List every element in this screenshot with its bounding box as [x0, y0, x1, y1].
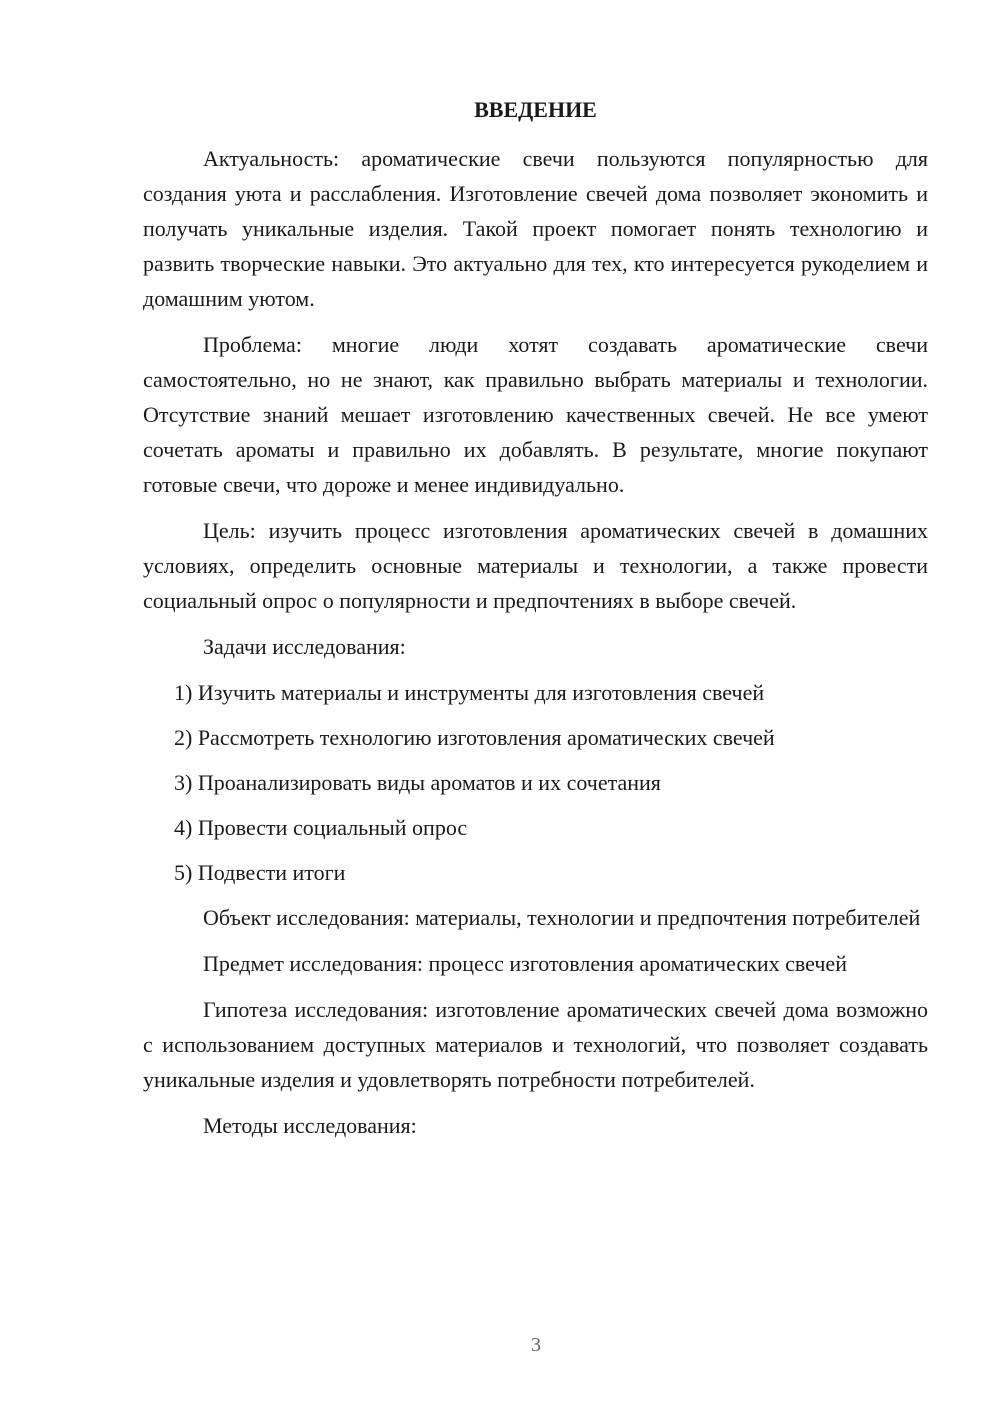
hypothesis-paragraph: Гипотеза исследования: изготовление ароматических свечей дома возможно с использованием доступных материалов и технологий, что позволяет создавать уникальные изделия и удовлетворять потребности потребителей.	[143, 997, 928, 1092]
page-number: 3	[531, 1334, 541, 1356]
subject-paragraph: Предмет исследования: процесс изготовления ароматических свечей	[203, 951, 847, 976]
tasks-heading: Задачи исследования:	[203, 634, 406, 659]
object-paragraph: Объект исследования: материалы, технологии и предпочтения потребителей	[203, 905, 921, 930]
document-page	[143, 94, 928, 1154]
relevance-paragraph: Актуальность: ароматические свечи пользуются популярностью для создания уюта и расслабления. Изготовление свечей дома позволяет экономить и получать уникальные изделия. Такой проект помогает понять технологию и развить творческие навыки. Это актуально для тех, кто интересуется рукоделием и домашним уютом.	[143, 146, 928, 311]
methods-heading: Методы исследования:	[203, 1113, 417, 1138]
problem-paragraph: Проблема: многие люди хотят создавать ароматические свечи самостоятельно, но не знают, как правильно выбрать материалы и технологии. Отсутствие знаний мешает изготовлению качественных свечей. Не все умеют сочетать ароматы и правильно их добавлять. В результате, многие покупают готовые свечи, что дороже и менее индивидуально.	[143, 332, 928, 497]
list-item: 1) Изучить материалы и инструменты для изготовления свечей	[174, 680, 765, 705]
list-item: 3) Проанализировать виды ароматов и их сочетания	[174, 770, 661, 795]
goal-paragraph: Цель: изучить процесс изготовления ароматических свечей в домашних условиях, определить основные материалы и технологии, а также провести социальный опрос о популярности и предпочтениях в выборе свечей.	[143, 518, 928, 613]
section-title: ВВЕДЕНИЕ	[474, 97, 597, 122]
list-item: 2) Рассмотреть технологию изготовления ароматических свечей	[174, 725, 775, 750]
list-item: 4) Провести социальный опрос	[174, 815, 468, 840]
list-item: 5) Подвести итоги	[174, 860, 346, 885]
tasks-list	[143, 675, 928, 890]
